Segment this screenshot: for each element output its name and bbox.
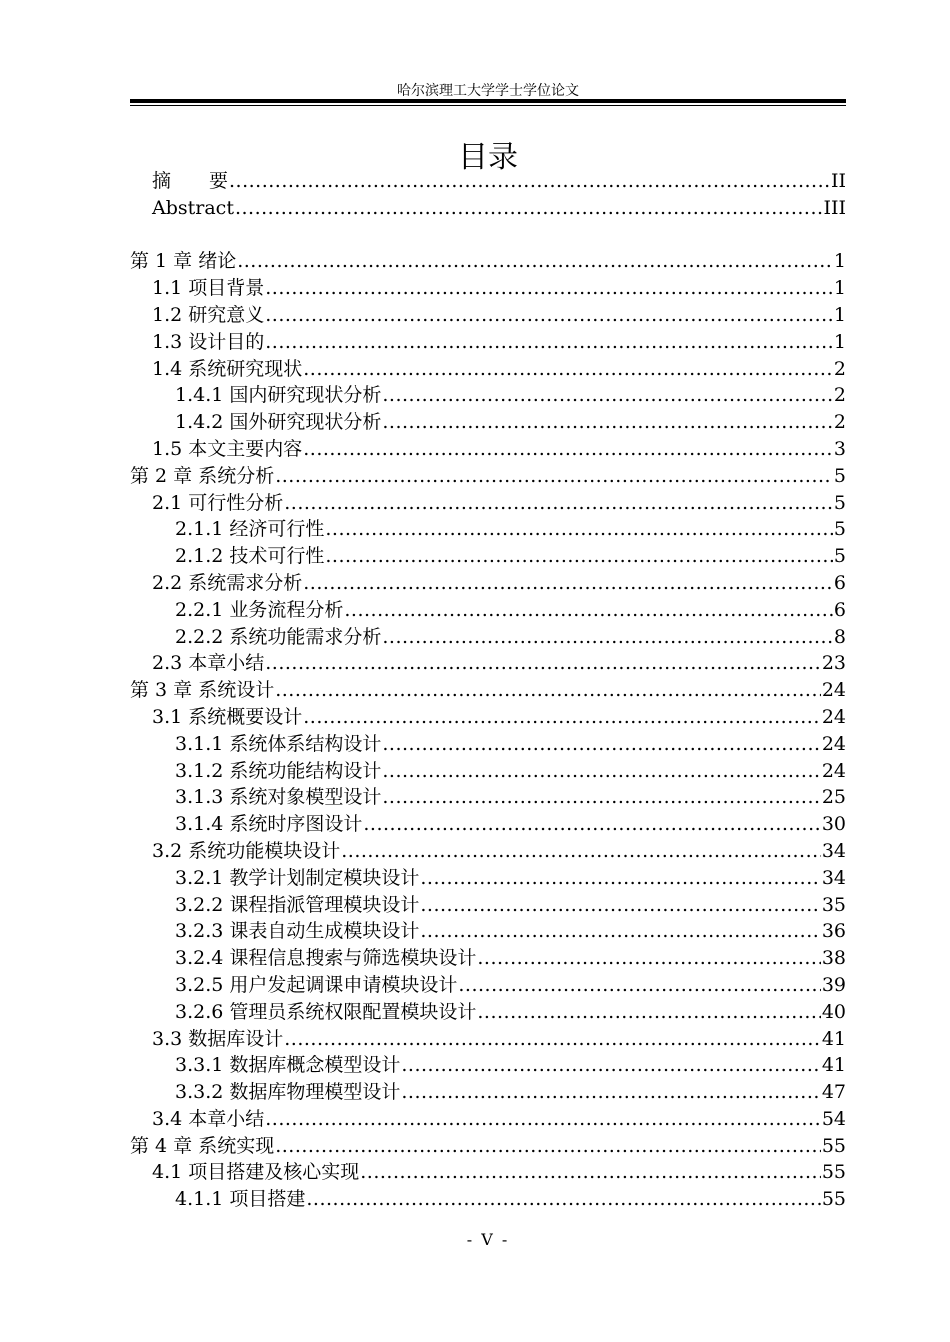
toc-entry[interactable] bbox=[130, 329, 846, 356]
dot-leader bbox=[265, 1106, 821, 1133]
toc-entry[interactable] bbox=[130, 838, 846, 865]
toc-entry-label: 1.4 系统研究现状 bbox=[152, 357, 303, 380]
toc-entry-page: 6 bbox=[833, 598, 846, 621]
toc-entry[interactable] bbox=[130, 758, 846, 785]
dot-leader bbox=[265, 329, 833, 356]
dot-leader bbox=[341, 838, 821, 865]
toc-entry[interactable] bbox=[130, 356, 846, 383]
dot-leader bbox=[303, 570, 833, 597]
dot-leader bbox=[229, 168, 830, 195]
toc-entry[interactable] bbox=[130, 811, 846, 838]
dot-leader bbox=[363, 811, 820, 838]
dot-leader bbox=[382, 758, 820, 785]
toc-entry-page: 5 bbox=[833, 464, 846, 487]
toc-entry[interactable] bbox=[130, 624, 846, 651]
toc-entry-page: II bbox=[830, 170, 846, 192]
toc-entry[interactable] bbox=[130, 302, 846, 329]
dot-leader bbox=[265, 275, 833, 302]
toc-entry-label: 3.3.2 数据库物理模型设计 bbox=[175, 1081, 401, 1104]
dot-leader bbox=[265, 650, 821, 677]
toc-entry-page: 2 bbox=[833, 384, 846, 407]
dot-leader bbox=[420, 918, 820, 945]
toc-entry-page: 2 bbox=[833, 411, 846, 434]
dot-leader bbox=[237, 248, 833, 275]
toc-title: 目录 bbox=[458, 140, 518, 175]
toc-entry[interactable] bbox=[130, 463, 846, 490]
toc-entry-page: 39 bbox=[821, 973, 846, 996]
toc-entry[interactable] bbox=[130, 1133, 846, 1160]
toc-entry[interactable] bbox=[130, 195, 846, 222]
page-number: - V - bbox=[466, 1230, 510, 1249]
toc-entry[interactable] bbox=[130, 275, 846, 302]
dot-leader bbox=[344, 597, 833, 624]
toc-entry-page: 24 bbox=[821, 759, 846, 782]
toc-entry-label: 3.1.4 系统时序图设计 bbox=[175, 813, 363, 836]
dot-leader bbox=[360, 1159, 821, 1186]
dot-leader bbox=[275, 677, 821, 704]
toc-entry-page: 5 bbox=[833, 491, 846, 514]
dot-leader bbox=[275, 1133, 821, 1160]
toc-entry-page: 35 bbox=[821, 893, 846, 916]
toc-entry-page: 55 bbox=[821, 1134, 846, 1157]
toc-list bbox=[130, 168, 846, 1213]
toc-entry-page: 34 bbox=[821, 866, 846, 889]
toc-entry[interactable] bbox=[130, 516, 846, 543]
dot-leader bbox=[401, 1079, 820, 1106]
dot-leader bbox=[382, 382, 833, 409]
toc-entry-page: 41 bbox=[821, 1027, 846, 1050]
toc-entry-label: 第 2 章 系统分析 bbox=[130, 464, 275, 487]
toc-entry[interactable] bbox=[130, 168, 846, 195]
toc-entry-label: 2.2 系统需求分析 bbox=[152, 571, 303, 594]
toc-entry-label: 3.1.3 系统对象模型设计 bbox=[175, 786, 382, 809]
dot-leader bbox=[420, 892, 820, 919]
toc-entry[interactable] bbox=[130, 784, 846, 811]
toc-entry-page: 24 bbox=[821, 679, 846, 702]
toc-entry-label: 3.1.1 系统体系结构设计 bbox=[175, 732, 382, 755]
toc-entry-page: 24 bbox=[821, 732, 846, 755]
dot-leader bbox=[284, 1026, 821, 1053]
header-rule-thin bbox=[130, 105, 846, 106]
toc-entry-page: 1 bbox=[833, 277, 846, 300]
toc-entry-label: 3.1.2 系统功能结构设计 bbox=[175, 759, 382, 782]
dot-leader bbox=[382, 784, 820, 811]
toc-entry-page: 30 bbox=[821, 813, 846, 836]
dot-leader bbox=[477, 945, 820, 972]
toc-entry-page: 25 bbox=[821, 786, 846, 809]
toc-entry-page: 47 bbox=[821, 1081, 846, 1104]
toc-entry-page: 3 bbox=[833, 437, 846, 460]
toc-entry-page: 2 bbox=[833, 357, 846, 380]
toc-entry[interactable] bbox=[130, 999, 846, 1026]
toc-entry-label: 第 1 章 绪论 bbox=[130, 250, 237, 273]
toc-entry-page: 55 bbox=[821, 1161, 846, 1184]
toc-entry[interactable] bbox=[130, 1079, 846, 1106]
toc-entry-label: 1.1 项目背景 bbox=[152, 277, 265, 300]
toc-entry-label: 1.2 研究意义 bbox=[152, 303, 265, 326]
toc-entry-page: 55 bbox=[821, 1188, 846, 1211]
toc-entry-label: 2.3 本章小结 bbox=[152, 652, 265, 675]
toc-entry[interactable] bbox=[130, 918, 846, 945]
toc-entry-page: 24 bbox=[821, 705, 846, 728]
dot-leader bbox=[303, 436, 833, 463]
toc-entry[interactable] bbox=[130, 570, 846, 597]
dot-leader bbox=[306, 1186, 820, 1213]
toc-entry[interactable] bbox=[130, 892, 846, 919]
dot-leader bbox=[325, 543, 833, 570]
dot-leader bbox=[401, 1052, 820, 1079]
toc-entry-label: 第 3 章 系统设计 bbox=[130, 679, 275, 702]
toc-entry-page: 6 bbox=[833, 571, 846, 594]
toc-entry-label: 3.2 系统功能模块设计 bbox=[152, 839, 341, 862]
toc-entry-page: 38 bbox=[821, 947, 846, 970]
toc-entry-page: 1 bbox=[833, 330, 846, 353]
toc-entry-label: 3.4 本章小结 bbox=[152, 1107, 265, 1130]
toc-entry[interactable] bbox=[130, 704, 846, 731]
toc-entry-label: 4.1.1 项目搭建 bbox=[175, 1188, 306, 1211]
toc-entry-label: 第 4 章 系统实现 bbox=[130, 1134, 275, 1157]
dot-leader bbox=[382, 731, 820, 758]
dot-leader bbox=[284, 490, 833, 517]
toc-entry[interactable] bbox=[130, 543, 846, 570]
toc-entry[interactable] bbox=[130, 1186, 846, 1213]
toc-entry-label: 摘 要 bbox=[152, 170, 229, 192]
toc-entry-label: 3.1 系统概要设计 bbox=[152, 705, 303, 728]
toc-entry-page: 8 bbox=[833, 625, 846, 648]
toc-entry-label: 3.2.4 课程信息搜索与筛选模块设计 bbox=[175, 947, 477, 970]
toc-entry[interactable] bbox=[130, 1026, 846, 1053]
toc-entry[interactable] bbox=[130, 382, 846, 409]
toc-entry[interactable] bbox=[130, 1159, 846, 1186]
toc-entry[interactable] bbox=[130, 731, 846, 758]
dot-leader bbox=[325, 516, 833, 543]
toc-entry-label: 3.3 数据库设计 bbox=[152, 1027, 284, 1050]
dot-leader bbox=[235, 195, 823, 222]
running-header: 哈尔滨理工大学学士学位论文 bbox=[397, 83, 579, 99]
toc-entry-page: 1 bbox=[833, 303, 846, 326]
toc-entry-page: 36 bbox=[821, 920, 846, 943]
toc-entry-label: 3.2.5 用户发起调课申请模块设计 bbox=[175, 973, 458, 996]
toc-entry[interactable] bbox=[130, 490, 846, 517]
toc-entry[interactable] bbox=[130, 945, 846, 972]
dot-leader bbox=[303, 704, 821, 731]
toc-entry-page: 41 bbox=[821, 1054, 846, 1077]
toc-entry-label: 3.2.2 课程指派管理模块设计 bbox=[175, 893, 420, 916]
dot-leader bbox=[420, 865, 820, 892]
toc-entry[interactable] bbox=[130, 409, 846, 436]
toc-entry-page: 34 bbox=[821, 839, 846, 862]
header-rule-thick bbox=[130, 99, 846, 103]
dot-leader bbox=[382, 409, 833, 436]
toc-entry[interactable] bbox=[130, 597, 846, 624]
toc-entry[interactable] bbox=[130, 650, 846, 677]
toc-entry-label: 1.3 设计目的 bbox=[152, 330, 265, 353]
toc-entry-label: 2.2.2 系统功能需求分析 bbox=[175, 625, 382, 648]
dot-leader bbox=[458, 972, 820, 999]
toc-entry-label: 1.5 本文主要内容 bbox=[152, 437, 303, 460]
toc-entry[interactable] bbox=[130, 1106, 846, 1133]
dot-leader bbox=[265, 302, 833, 329]
dot-leader bbox=[275, 463, 833, 490]
toc-entry-page: 5 bbox=[833, 545, 846, 568]
toc-entry[interactable] bbox=[130, 677, 846, 704]
toc-entry-page: 54 bbox=[821, 1107, 846, 1130]
toc-entry-page: III bbox=[823, 196, 846, 219]
toc-entry[interactable] bbox=[130, 972, 846, 999]
toc-entry-label: 2.1.2 技术可行性 bbox=[175, 545, 325, 568]
toc-entry-page: 1 bbox=[833, 250, 846, 273]
toc-entry-label: 2.1.1 经济可行性 bbox=[175, 518, 325, 541]
toc-entry-label: 3.3.1 数据库概念模型设计 bbox=[175, 1054, 401, 1077]
toc-entry-label: 2.2.1 业务流程分析 bbox=[175, 598, 344, 621]
toc-entry[interactable] bbox=[130, 436, 846, 463]
toc-entry[interactable] bbox=[130, 248, 846, 275]
dot-leader bbox=[303, 356, 833, 383]
toc-entry[interactable] bbox=[130, 1052, 846, 1079]
toc-entry-page: 40 bbox=[821, 1000, 846, 1023]
toc-entry[interactable] bbox=[130, 865, 846, 892]
toc-entry-page: 5 bbox=[833, 518, 846, 541]
toc-entry-label: 3.2.1 教学计划制定模块设计 bbox=[175, 866, 420, 889]
toc-entry-label: 3.2.3 课表自动生成模块设计 bbox=[175, 920, 420, 943]
toc-entry-label: 1.4.2 国外研究现状分析 bbox=[175, 411, 382, 434]
toc-entry-label: 1.4.1 国内研究现状分析 bbox=[175, 384, 382, 407]
dot-leader bbox=[477, 999, 820, 1026]
toc-entry-label: 4.1 项目搭建及核心实现 bbox=[152, 1161, 360, 1184]
toc-entry-label: 2.1 可行性分析 bbox=[152, 491, 284, 514]
toc-entry-label: Abstract bbox=[152, 196, 234, 219]
toc-entry-page: 23 bbox=[821, 652, 846, 675]
dot-leader bbox=[382, 624, 833, 651]
toc-entry-label: 3.2.6 管理员系统权限配置模块设计 bbox=[175, 1000, 477, 1023]
